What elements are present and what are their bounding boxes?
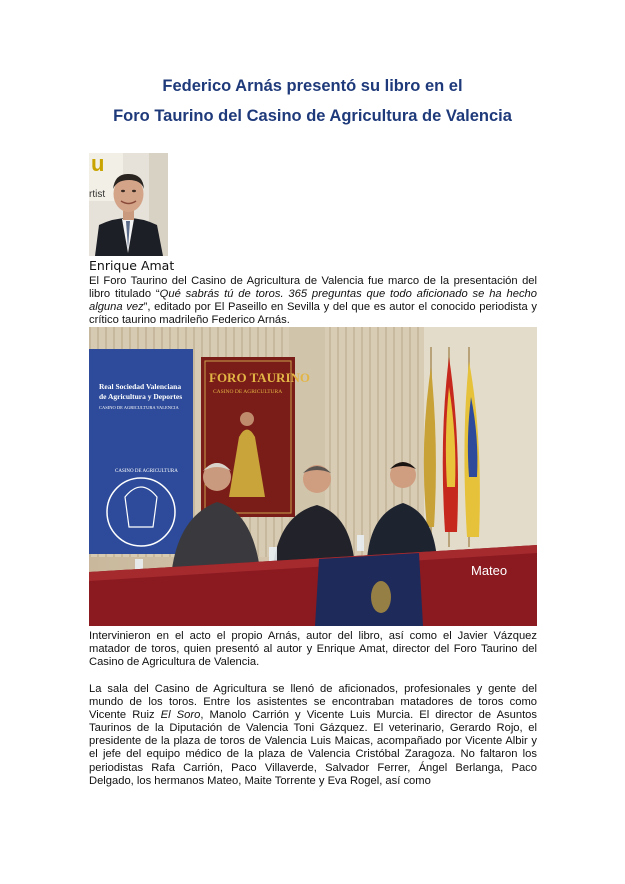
svg-text:u: u <box>91 153 105 176</box>
photo-caption-paragraph: Intervinieron en el acto el propio Arnás, autor del libro, así como el Javier Vázquez matador de toros, quien presentó al autor y Enrique Amat, director del Foro Taurino del Casino de Agricultura de Valencia. <box>89 630 537 669</box>
poster-subtitle: CASINO DE AGRICULTURA <box>213 389 283 395</box>
seal-text: CASINO DE AGRICULTURA <box>115 469 178 474</box>
event-photo <box>89 327 537 626</box>
book-title: Qué sabrás tú de toros. 365 preguntas que todo aficionado se ha hecho alguna vez <box>89 288 537 314</box>
article-title-line-1: Federico Arnás presentó su libro en el <box>162 77 463 95</box>
photo-watermark: Mateo <box>471 563 508 578</box>
portrait-photo <box>89 153 168 256</box>
banner-left-line-3: CASINO DE AGRICULTURA VALENCIA <box>99 405 179 410</box>
intro-text-b: ”, editado por El Paseillo en Sevilla y del que es autor el conocido periodista y crítico taurino madrileño Federico Arnás. <box>89 301 537 327</box>
svg-text:rtist: rtist <box>89 189 106 200</box>
intro-paragraph <box>89 275 537 327</box>
poster-title: FORO TAURINO <box>209 370 310 385</box>
event-photo-illustration <box>89 327 537 626</box>
portrait-illustration <box>89 153 168 256</box>
body-paragraph <box>89 683 537 788</box>
intro-text-a: El Foro Taurino del Casino de Agricultura de Valencia fue marco de la presentación del libro titulado “ <box>89 275 537 301</box>
banner-left-line-1: Real Sociedad Valenciana <box>99 382 182 391</box>
nickname: El Soro <box>160 709 201 722</box>
article-title-line-2: Foro Taurino del Casino de Agricultura de Valencia <box>113 107 512 125</box>
body-text-a: La sala del Casino de Agricultura se llenó de aficionados, profesionales y gente del mundo de los toros. Entre los asistentes se encontraban matadores de toros como Vicente Ruiz <box>89 683 537 722</box>
body-text-b: , Manolo Carrión y Vicente Luis Murcia. El director de Asuntos Taurinos de la Diputación de Valencia Toni Gázquez. El veterinario, Gerardo Rojo, el presidente de la plaza de toros de Valencia Luis Maicas, acompañado por Vicente Albir y el jefe del equipo médico de la plaza de Valencia Cristóbal Zaragoza. No faltaron los periodistas Rafa Carrión, Paco Villaverde, Salvador Ferrer, Ángel Berlanga, Paco Delgado, los hermanos Mateo, Maite Torrente y Eva Rogel, así como <box>89 709 538 787</box>
banner-left-line-2: de Agricultura y Deportes <box>99 392 183 401</box>
portrait-caption: Enrique Amat <box>89 258 175 273</box>
